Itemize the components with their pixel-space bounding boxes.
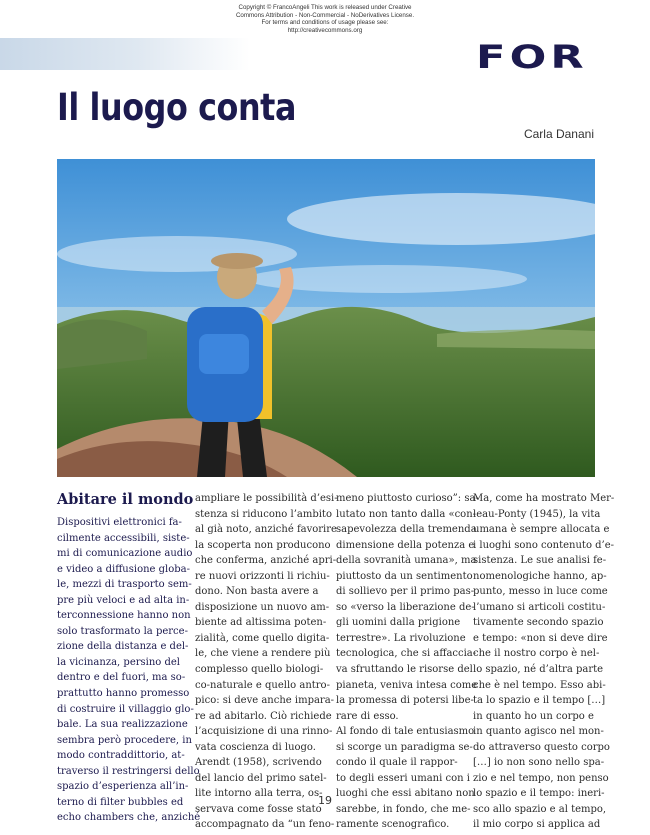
text-column-3: [336, 491, 479, 833]
text-line: lutato non tanto dalla «con-: [336, 508, 477, 520]
text-line: che il nostro corpo è nel-: [473, 648, 600, 660]
text-line: la promessa di potersi libe-: [336, 695, 474, 707]
text-line: zio e nel tempo, non penso: [473, 772, 609, 784]
text-line: leau-Ponty (1945), la vita: [473, 508, 601, 520]
text-line: ampliare le possibilità d’esi-: [195, 493, 338, 504]
text-line: zialità, come quello digita-: [195, 632, 330, 644]
text-line: si scorge un paradigma se-: [336, 741, 473, 753]
text-line: Al fondo di tale entusiasmo: [336, 726, 475, 738]
text-line: lite intorno alla terra, os-: [195, 788, 323, 800]
text-line: l’acquisizione di una rinno-: [195, 726, 333, 738]
text-column-2: [195, 491, 338, 833]
text-line: nomenologiche hanno, ap-: [473, 570, 607, 582]
text-line: meno piuttosto curioso”: sa-: [336, 493, 479, 504]
text-line: re nuovi orizzonti li richiu-: [195, 570, 330, 582]
text-line: zione della distanza e del-: [57, 641, 189, 653]
text-line: in quanto agisco nel mon-: [473, 726, 604, 738]
text-line: di costruire il villaggio glo-: [57, 703, 194, 715]
text-line: spazio d’esperienza all’in-: [57, 781, 189, 793]
text-line: tivamente secondo spazio: [473, 617, 604, 629]
text-line: la scoperta non producono: [195, 539, 331, 551]
text-line: servava come fosse stato: [195, 803, 322, 815]
text-line: co-naturale e quello antro-: [195, 679, 330, 691]
text-line: condo il quale il rappor-: [336, 757, 458, 769]
text-line: terrestre». La rivoluzione: [336, 632, 466, 644]
text-line: complesso quello biologi-: [195, 664, 324, 676]
text-line: la vicinanza, persino del: [57, 656, 181, 668]
text-line: sembra però procedere, in: [57, 734, 192, 746]
text-line: va sfruttando le risorse del: [336, 664, 473, 676]
text-line: in quanto ho un corpo e: [473, 710, 594, 722]
text-line: to degli esseri umani con i: [336, 772, 470, 784]
text-line: terconnessione hanno non: [57, 610, 191, 622]
text-line: dentro e del fuori, ma so-: [57, 672, 186, 684]
text-line: della sovranità umana», ma: [336, 555, 477, 567]
text-line: dono. Non basta avere a: [195, 586, 319, 598]
text-line: pianeta, veniva intesa come: [336, 679, 478, 691]
text-column-1: [57, 515, 201, 826]
text-line: le, che viene a rendere più: [195, 648, 331, 660]
copyright-link[interactable]: http://creativecommons.org: [287, 26, 363, 34]
text-line: pico: si deve anche impara-: [195, 695, 335, 707]
copyright-notice: [200, 4, 450, 34]
article-title: Il luogo conta: [57, 86, 297, 129]
header-gradient-band: [0, 38, 250, 70]
text-line: gli uomini dalla prigione: [336, 617, 461, 629]
text-line: lo spazio, né d’altra parte: [473, 664, 604, 676]
text-line: biente ad altissima poten-: [195, 617, 327, 629]
hiker-photo: [57, 159, 595, 477]
article-author: Carla Danani: [523, 127, 594, 141]
text-line: lo spazio e il tempo: ineri-: [473, 788, 605, 800]
text-line: piuttosto da un sentimento: [336, 570, 473, 582]
text-line: sarebbe, in fondo, che me-: [336, 803, 471, 815]
text-line: che è nel tempo. Esso abi-: [473, 679, 606, 691]
text-line: […] io non sono nello spa-: [473, 757, 605, 769]
text-line: cilmente accessibili, siste-: [57, 532, 190, 544]
text-line: ta lo spazio e il tempo […]: [473, 695, 606, 707]
text-line: mi di comunicazione audio: [57, 548, 193, 560]
text-line: ramente scenografico.: [336, 819, 450, 831]
text-line: stenza si riducono l’ambito: [195, 508, 332, 520]
text-line: solo trasformato la perce-: [57, 625, 188, 637]
text-line: di sollievo per il primo pas-: [336, 586, 475, 598]
text-line: terno di filter bubbles ed: [57, 796, 184, 808]
copyright-line: For terms and conditions of usage please see:: [261, 19, 389, 27]
text-line: so «verso la liberazione de-: [336, 601, 475, 613]
text-line: Dispositivi elettronici fa-: [57, 517, 182, 528]
text-line: disposizione un nuovo am-: [195, 601, 330, 613]
text-line: accompagnato da “un feno-: [195, 819, 335, 831]
copyright-line: Copyright © FrancoAngeli This work is released under Creative: [238, 4, 412, 11]
text-column-4: [473, 491, 615, 833]
text-line: umana è sempre allocata e: [473, 524, 610, 536]
text-line: echo chambers che, anziché: [57, 812, 201, 824]
text-line: rare di esso.: [336, 710, 399, 722]
text-line: dimensione della potenza e: [336, 539, 475, 551]
text-line: do attraverso questo corpo: [473, 741, 610, 753]
text-line: del lancio del primo satel-: [195, 772, 327, 784]
text-line: il mio corpo si applica ad: [473, 819, 601, 831]
text-line: Ma, come ha mostrato Mer-: [473, 493, 615, 504]
text-line: sistenza. Le sue analisi fe-: [473, 555, 607, 567]
brand-logo: FOR: [476, 38, 588, 76]
text-line: sapevolezza della tremenda: [336, 524, 477, 536]
text-line: al già noto, anziché favorire: [195, 524, 337, 536]
text-line: luoghi che essi abitano non: [336, 788, 475, 800]
text-line: Arendt (1958), scrivendo: [195, 757, 322, 769]
page-number: 19: [318, 794, 332, 807]
copyright-line: Commons Attribution - Non-Commercial - NoDerivatives License.: [235, 11, 415, 19]
text-line: che conferma, anziché apri-: [195, 555, 337, 567]
text-line: bale. La sua realizzazione: [57, 719, 188, 731]
text-line: l’umano si articoli costitu-: [473, 601, 606, 613]
text-line: vata coscienza di luogo.: [195, 741, 316, 753]
text-line: traverso il restringersi dello: [57, 765, 200, 777]
text-line: i luoghi sono contenuto d’e-: [473, 539, 615, 551]
text-line: le, mezzi di trasporto sem-: [57, 579, 192, 591]
text-line: e video a diffusione globa-: [57, 563, 190, 575]
text-line: pre più veloci e ad alta in-: [57, 594, 190, 606]
section-heading: Abitare il mondo: [57, 491, 194, 508]
text-line: e tempo: «non si deve dire: [473, 632, 608, 644]
text-line: sco allo spazio e al tempo,: [473, 803, 607, 815]
text-line: prattutto hanno promesso: [57, 688, 190, 700]
text-line: tecnologica, che si affaccia-: [336, 648, 477, 660]
text-line: re ad abitarlo. Ciò richiede: [195, 710, 332, 722]
text-line: modo contraddittorio, at-: [57, 750, 185, 762]
text-line: punto, messo in luce come: [473, 586, 608, 598]
